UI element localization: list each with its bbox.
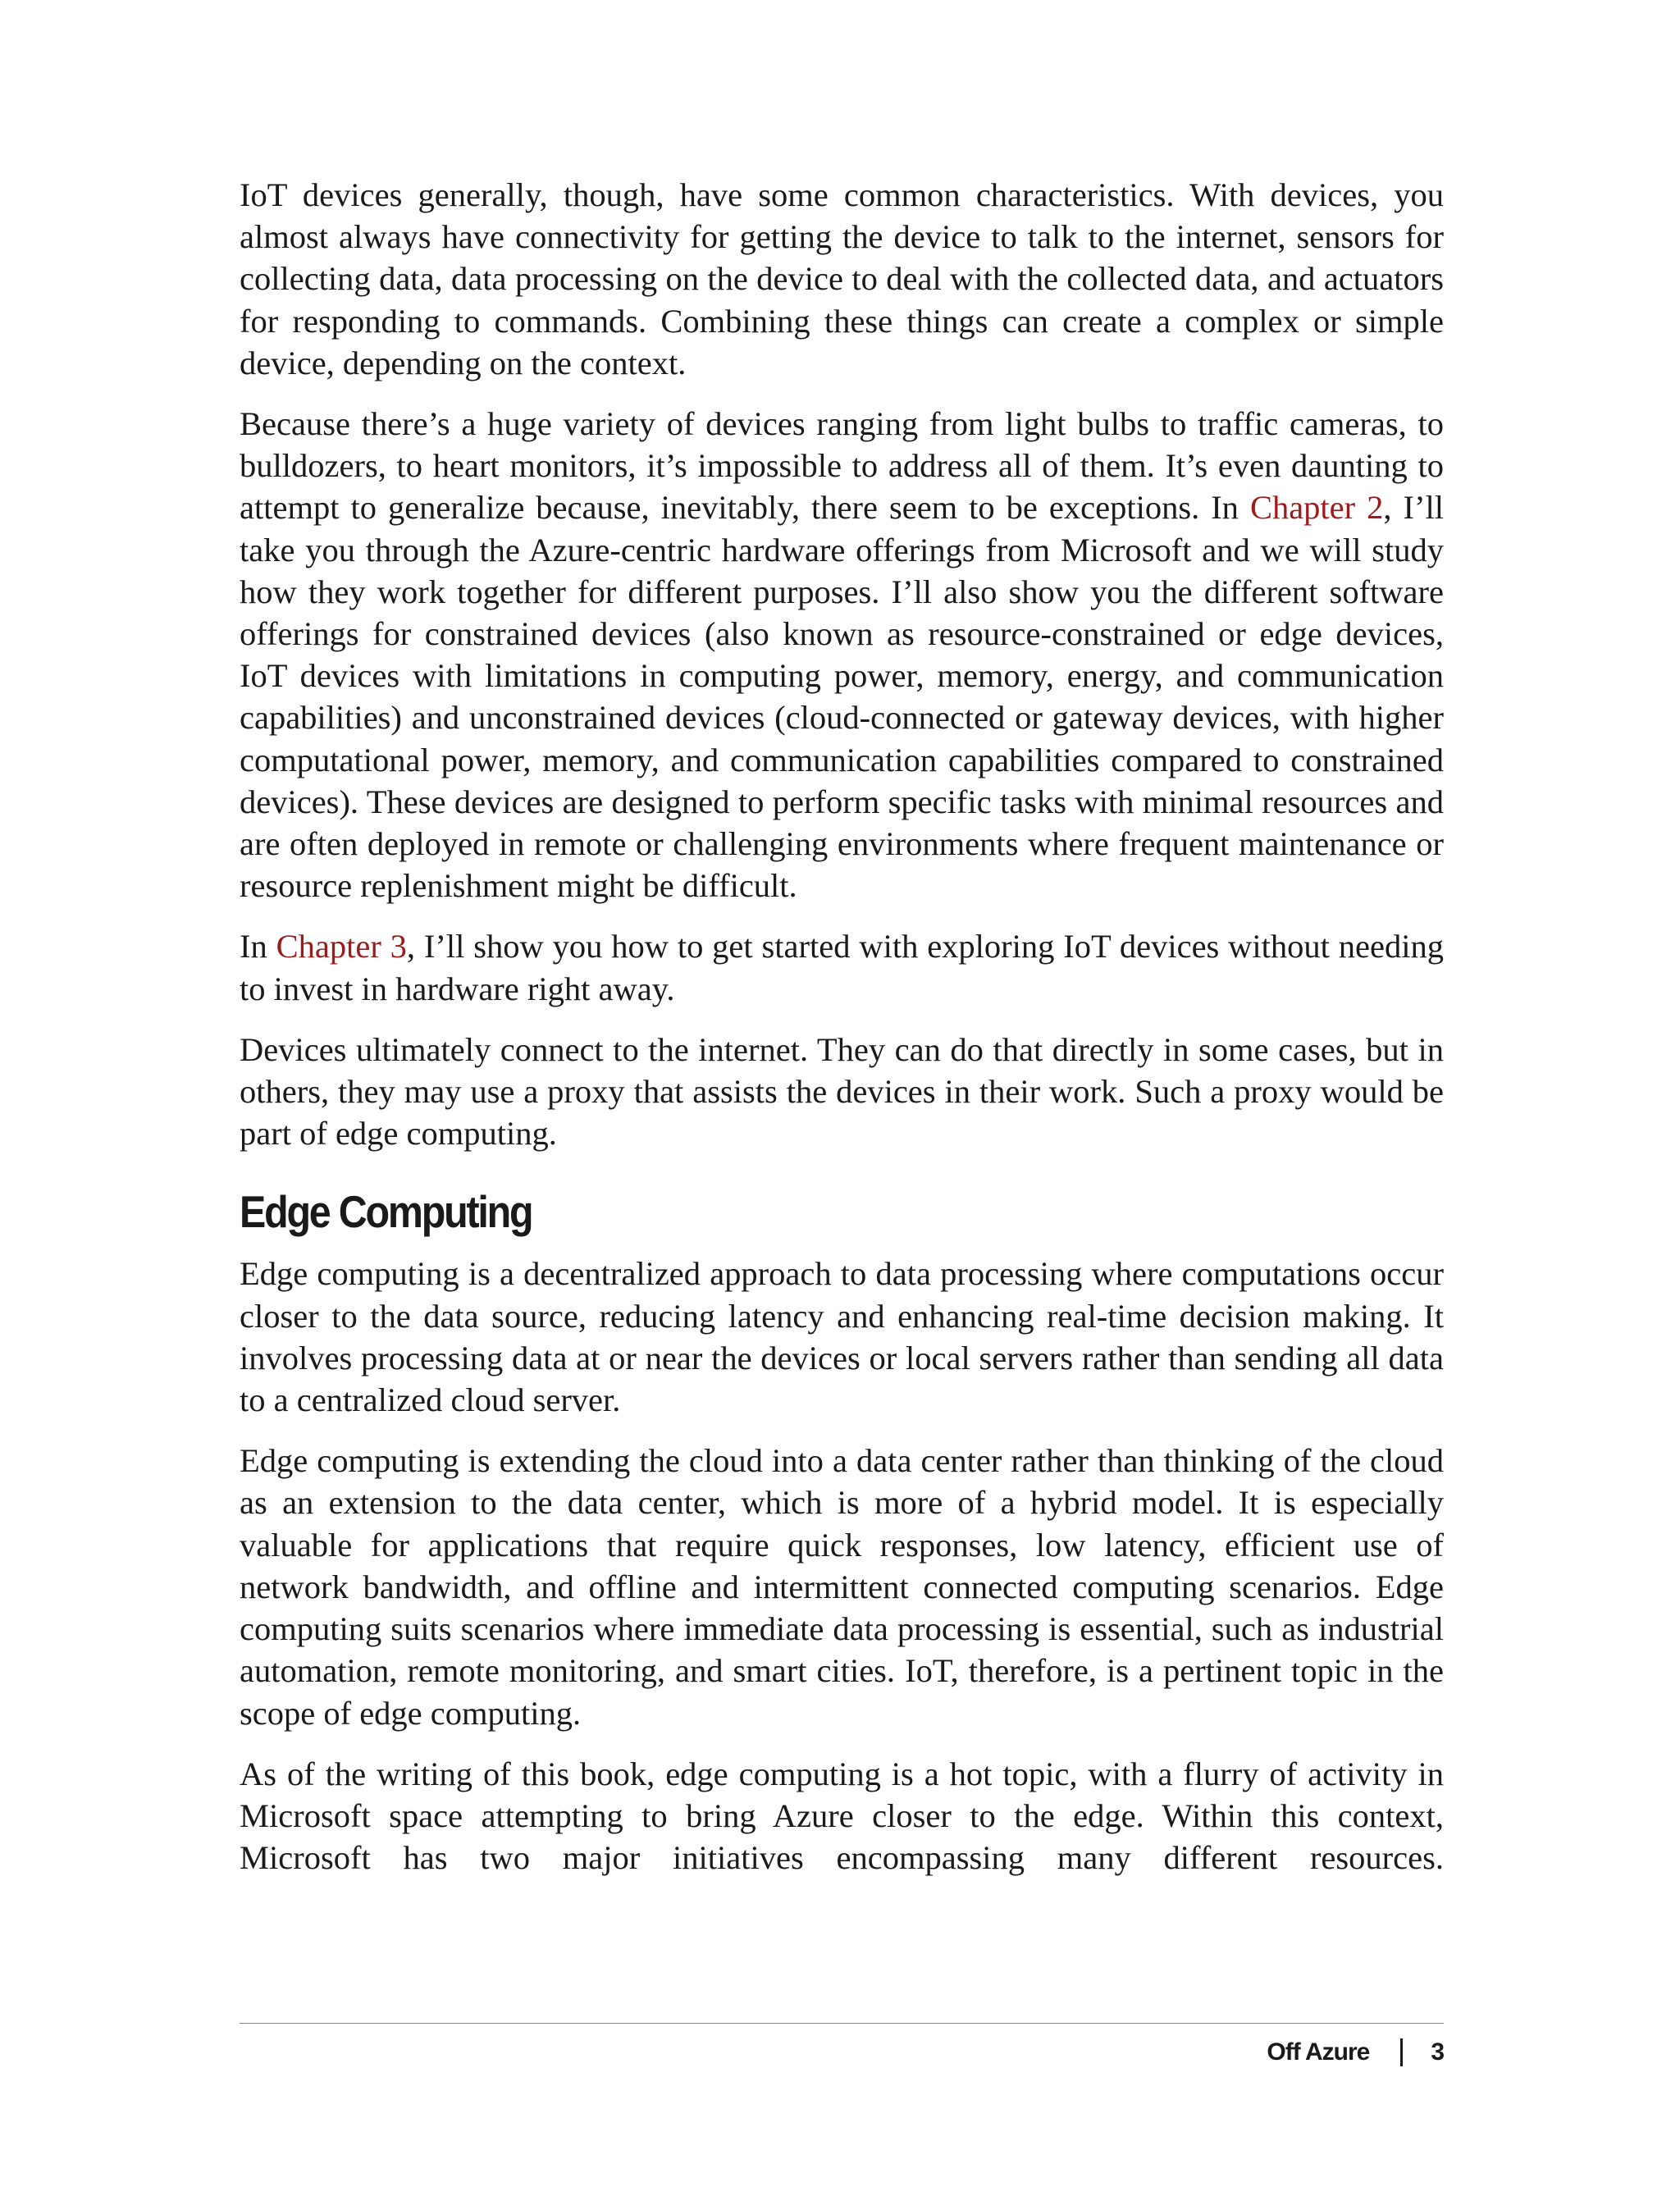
paragraph-edge-extending-cloud: Edge computing is extending the cloud into a data center rather than thinking of the cloud as an extension to the data center, which is more of a hybrid model. It is especially valuable for applications that require quick responses, low latency, efficient use of network bandwidth, and offline and intermittent connected computing scenarios. Edge computing suits scenarios where immediate data processing is essential, such as industrial automation, remote monitoring, and smart cities. IoT, therefore, is a pertinent topic in the scope of edge computing.: [240, 1442, 1444, 1732]
paragraph-edge-hot-topic: As of the writing of this book, edge computing is a hot topic, with a flurry of activity in Microsoft space attempting to bring Azure closer to the edge. Within this context, Microsoft has two major initiatives encompassing many different resources.: [240, 1755, 1444, 1877]
section-heading-edge-computing: Edge Computing: [240, 1186, 532, 1238]
paragraph-text: , I’ll show you how to get started with exploring IoT devices without needing to invest in hardware right away.: [240, 928, 1444, 1007]
footer-section-title: Off Azure: [1267, 2038, 1370, 2066]
paragraph-devices-connect: Devices ultimately connect to the internet. They can do that directly in some cases, but in others, they may use a proxy that assists the devices in their work. Such a proxy would be part of edge computing.: [240, 1030, 1444, 1153]
footer-separator: [1400, 2038, 1403, 2066]
page-number: 3: [1431, 2038, 1444, 2066]
page-footer: [1267, 2036, 1444, 2069]
paragraph-text: , I’ll take you through the Azure-centric hardware offerings from Microsoft and we will study how they work together for different purposes. I’ll also show you the different software offerings for constrained devices (also known as resource-constrained or edge devices, IoT devices with limitations in computing power, memory, energy, and communication capabilities) and unconstrained devices (cloud-connected or gateway devices, with higher computational power, memory, and communication capabilities compared to constrained devices). These devices are designed to perform specific tasks with minimal resources and are often deployed in remote or challenging environments where frequent maintenance or resource replenishment might be difficult.: [240, 489, 1444, 905]
paragraph-device-variety: [240, 403, 1444, 906]
paragraph-edge-definition: Edge computing is a decentralized approach to data processing where computations occur closer to the data source, reducing latency and enhancing real-time decision making. It involves processing data at or near the devices or local servers rather than sending all data to a centralized cloud server.: [240, 1255, 1444, 1419]
chapter-2-link[interactable]: Chapter 2: [1249, 489, 1384, 527]
paragraph-iot-characteristics: IoT devices generally, though, have some common characteristics. With devices, you almost always have connectivity for getting the device to talk to the internet, sensors for collecting data, data processing on the device to deal with the collected data, and actuators for responding to commands. Combining these things can create a complex or simple device, depending on the context.: [240, 176, 1444, 381]
footer-divider: [240, 2023, 1444, 2024]
paragraph-text: Because there’s a huge variety of devices ranging from light bulbs to traffic cameras, to bulldozers, to heart monitors, it’s impossible to address all of them. It’s even daunting to attempt to generalize because, inevitably, there seem to be exceptions. In: [240, 405, 1444, 527]
chapter-3-link[interactable]: Chapter 3: [276, 928, 407, 966]
page-body: [240, 174, 1444, 1897]
paragraph-getting-started: [240, 925, 1444, 1009]
paragraph-text: In: [240, 928, 276, 966]
